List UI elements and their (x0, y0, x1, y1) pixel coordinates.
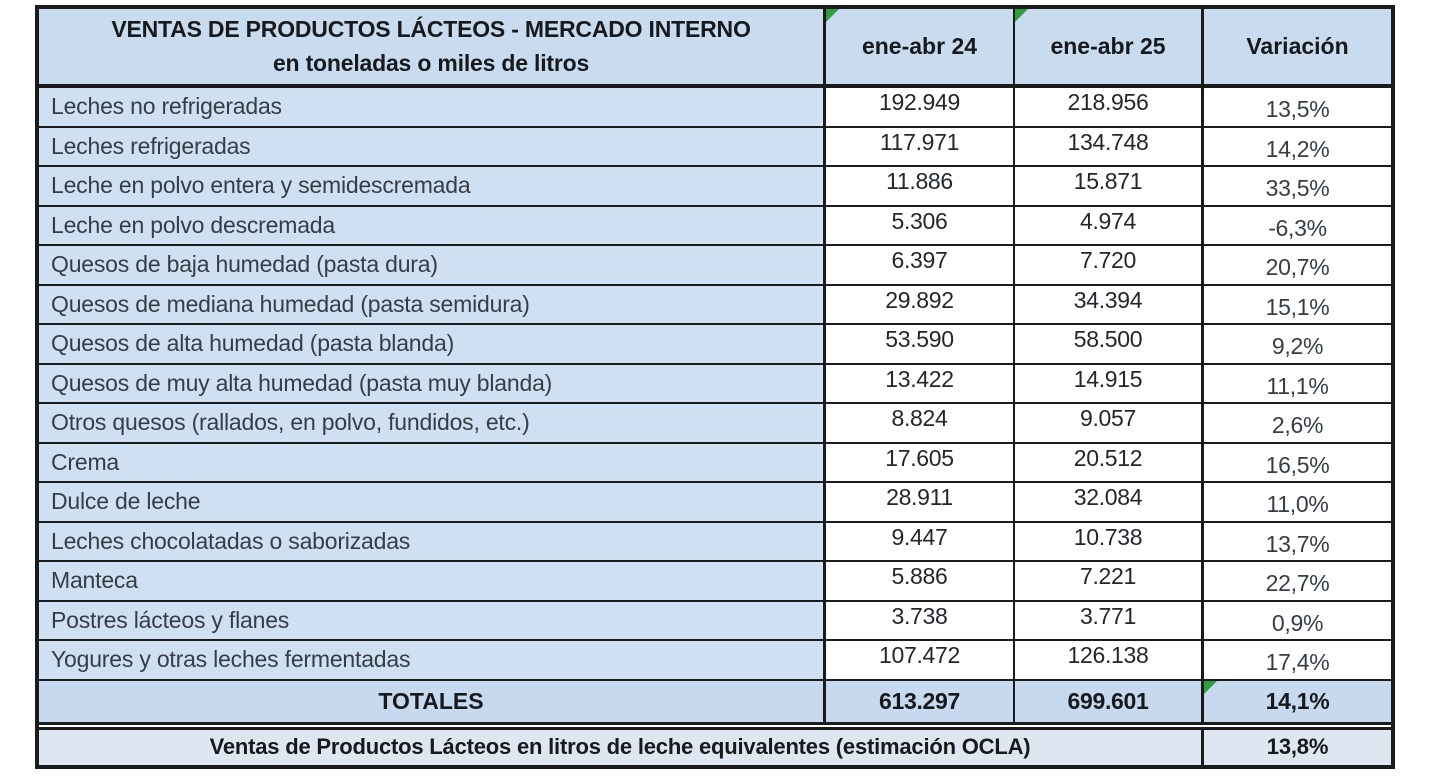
variation-cell: -6,3% (1204, 207, 1391, 245)
table-row (39, 286, 1391, 326)
variation-cell: 9,2% (1204, 325, 1391, 363)
value-2025-cell: 4.974 (1015, 207, 1204, 245)
value-2025-cell: 20.512 (1015, 444, 1204, 482)
cell-flag-icon (1015, 9, 1028, 22)
table-row (39, 167, 1391, 207)
value-2025-cell: 134.748 (1015, 128, 1204, 166)
cell-flag-icon (826, 9, 839, 22)
value-2024-cell: 13.422 (826, 365, 1015, 403)
table-title-line2: en toneladas o miles de litros (272, 50, 590, 76)
column-header-ene-abr-25: ene-abr 25 (1015, 9, 1204, 84)
value-2024-cell: 11.886 (826, 167, 1015, 205)
value-2024-cell: 192.949 (826, 88, 1015, 126)
table-title-cell (39, 9, 826, 84)
variation-cell: 20,7% (1204, 246, 1391, 284)
product-name-cell: Leches chocolatadas o saborizadas (39, 523, 826, 561)
value-2024-cell: 8.824 (826, 404, 1015, 442)
value-2025-cell: 218.956 (1015, 88, 1204, 126)
variation-cell: 13,5% (1204, 88, 1391, 126)
table-row (39, 404, 1391, 444)
table-row (39, 641, 1391, 681)
value-2025-cell: 7.720 (1015, 246, 1204, 284)
table-row (39, 365, 1391, 405)
variation-cell: 22,7% (1204, 562, 1391, 600)
value-2025-cell: 14.915 (1015, 365, 1204, 403)
value-2024-cell: 117.971 (826, 128, 1015, 166)
table-row (39, 128, 1391, 168)
column-header-variacion: Variación (1204, 9, 1391, 84)
product-name-cell: Postres lácteos y flanes (39, 602, 826, 640)
variation-cell: 0,9% (1204, 602, 1391, 640)
value-2025-cell: 58.500 (1015, 325, 1204, 363)
product-name-cell: Manteca (39, 562, 826, 600)
value-2024-cell: 3.738 (826, 602, 1015, 640)
product-name-cell: Yogures y otras leches fermentadas (39, 641, 826, 679)
product-name-cell: Leches refrigeradas (39, 128, 826, 166)
product-name-cell: Quesos de mediana humedad (pasta semidura) (39, 286, 826, 324)
value-2025-cell: 34.394 (1015, 286, 1204, 324)
table-row (39, 562, 1391, 602)
product-name-cell: Leche en polvo descremada (39, 207, 826, 245)
variation-cell: 17,4% (1204, 641, 1391, 679)
footer-variation-cell: 13,8% (1204, 730, 1391, 765)
variation-cell: 13,7% (1204, 523, 1391, 561)
product-name-cell: Quesos de baja humedad (pasta dura) (39, 246, 826, 284)
value-2024-cell: 6.397 (826, 246, 1015, 284)
value-2024-cell: 5.886 (826, 562, 1015, 600)
value-2025-cell: 126.138 (1015, 641, 1204, 679)
totals-variation-cell: 14,1% (1204, 681, 1391, 722)
table-row (39, 483, 1391, 523)
variation-cell: 11,0% (1204, 483, 1391, 521)
value-2025-cell: 32.084 (1015, 483, 1204, 521)
value-2025-cell: 3.771 (1015, 602, 1204, 640)
value-2024-cell: 29.892 (826, 286, 1015, 324)
value-2024-cell: 28.911 (826, 483, 1015, 521)
table-header-row (39, 9, 1391, 88)
value-2025-cell: 9.057 (1015, 404, 1204, 442)
product-name-cell: Leches no refrigeradas (39, 88, 826, 126)
product-name-cell: Leche en polvo entera y semidescremada (39, 167, 826, 205)
table-row (39, 325, 1391, 365)
table-row (39, 88, 1391, 128)
product-name-cell: Quesos de alta humedad (pasta blanda) (39, 325, 826, 363)
product-name-cell: Otros quesos (rallados, en polvo, fundidos, etc.) (39, 404, 826, 442)
value-2025-cell: 15.871 (1015, 167, 1204, 205)
value-2024-cell: 107.472 (826, 641, 1015, 679)
cell-flag-icon (1204, 681, 1217, 694)
dairy-sales-table (35, 5, 1395, 769)
totals-label-cell: TOTALES (39, 681, 826, 722)
value-2024-cell: 9.447 (826, 523, 1015, 561)
table-row (39, 246, 1391, 286)
variation-cell: 14,2% (1204, 128, 1391, 166)
totals-2025-cell: 699.601 (1015, 681, 1204, 722)
table-row (39, 602, 1391, 642)
variation-cell: 2,6% (1204, 404, 1391, 442)
column-header-ene-abr-24: ene-abr 24 (826, 9, 1015, 84)
totals-2024-cell: 613.297 (826, 681, 1015, 722)
footer-row (39, 727, 1391, 765)
table-row (39, 523, 1391, 563)
table-row (39, 444, 1391, 484)
product-name-cell: Quesos de muy alta humedad (pasta muy blanda) (39, 365, 826, 403)
value-2024-cell: 5.306 (826, 207, 1015, 245)
variation-cell: 15,1% (1204, 286, 1391, 324)
variation-cell: 33,5% (1204, 167, 1391, 205)
totals-row (39, 681, 1391, 725)
variation-cell: 11,1% (1204, 365, 1391, 403)
value-2025-cell: 7.221 (1015, 562, 1204, 600)
value-2024-cell: 53.590 (826, 325, 1015, 363)
product-name-cell: Dulce de leche (39, 483, 826, 521)
value-2024-cell: 17.605 (826, 444, 1015, 482)
footer-label-cell: Ventas de Productos Lácteos en litros de leche equivalentes (estimación OCLA) (39, 730, 1204, 765)
table-row (39, 207, 1391, 247)
value-2025-cell: 10.738 (1015, 523, 1204, 561)
product-name-cell: Crema (39, 444, 826, 482)
table-title-line1: VENTAS DE PRODUCTOS LÁCTEOS - MERCADO INTERNO (111, 16, 751, 42)
variation-cell: 16,5% (1204, 444, 1391, 482)
